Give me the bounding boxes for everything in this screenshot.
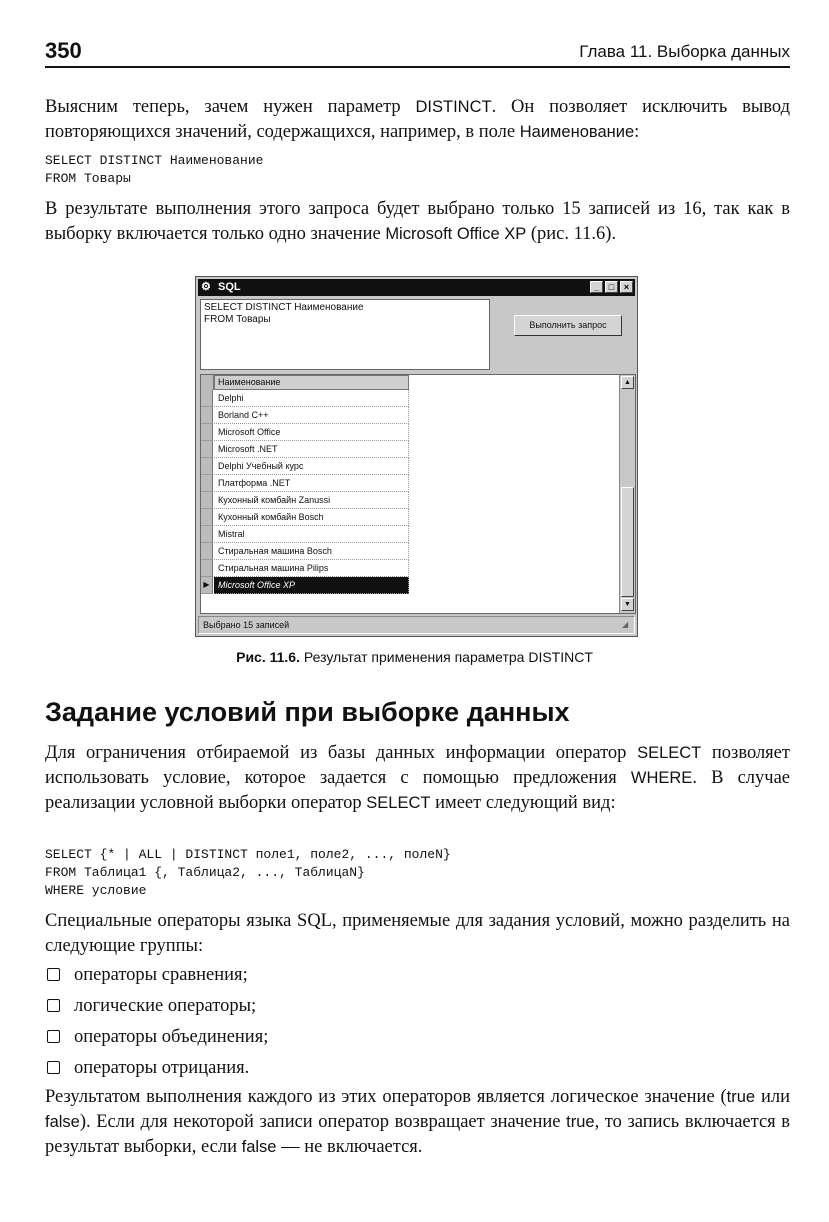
table-cell[interactable]: Delphi	[214, 390, 409, 407]
keyword-name-field: Наименование	[519, 123, 635, 141]
list-item: операторы объединения;	[45, 1025, 790, 1056]
result-paragraph: В результате выполнения этого запроса будет выбрано только 15 записей из 16, так как в выборку включается только одно значение Microsoft Office XP (рис. 11.6).	[45, 199, 790, 244]
table-row[interactable]	[201, 458, 409, 475]
checkbox-bullet-icon	[47, 1030, 60, 1043]
table-row[interactable]	[201, 577, 409, 594]
table-row[interactable]	[201, 543, 409, 560]
grid-header	[201, 375, 409, 390]
row-indicator[interactable]	[201, 475, 213, 492]
table-row[interactable]	[201, 526, 409, 543]
table-row[interactable]	[201, 424, 409, 441]
checkbox-bullet-icon	[47, 1061, 60, 1074]
table-cell[interactable]: Стиральная машина Bosch	[214, 543, 409, 560]
scroll-down-icon[interactable]: ▼	[621, 598, 634, 611]
row-indicator[interactable]	[201, 458, 213, 475]
window-titlebar[interactable]	[198, 279, 635, 296]
table-cell[interactable]: Mistral	[214, 526, 409, 543]
code-example-where: SELECT {* | ALL | DISTINCT поле1, поле2, ..., полеN} FROM Таблица1 {, Таблица2, ..., ТаблицаN} WHERE условие	[45, 847, 451, 898]
keyword-office-xp: Microsoft Office XP	[385, 225, 527, 243]
section-paragraph-1: Для ограничения отбираемой из базы данных информации оператор SELECT позволяет использовать условие, которое задается с помощью предложения WHERE. В случае реализации условной выборки оператор SELECT имеет следующий вид:	[45, 743, 790, 813]
figure-label: Рис. 11.6.	[236, 649, 300, 665]
row-indicator[interactable]	[201, 560, 213, 577]
sql-window	[195, 276, 638, 637]
section-paragraph-3: Результатом выполнения каждого из этих операторов является логическое значение (true или false). Если для некоторой записи оператор возвращает значение true, то запись включается в результат выборки, если false — не включается.	[45, 1087, 790, 1157]
sql-app-icon: ⚙	[201, 281, 211, 293]
scroll-up-icon[interactable]: ▲	[621, 376, 634, 389]
status-text: Выбрано 15 записей	[203, 620, 290, 630]
checkbox-bullet-icon	[47, 968, 60, 981]
figure-caption	[0, 649, 829, 665]
figure-caption-text: Результат применения параметра DISTINCT	[303, 649, 593, 665]
column-header-name[interactable]: Наименование	[214, 375, 409, 390]
table-cell[interactable]: Стиральная машина Pilips	[214, 560, 409, 577]
row-indicator[interactable]	[201, 407, 213, 424]
table-cell[interactable]: Microsoft Office	[214, 424, 409, 441]
minimize-icon[interactable]: _	[590, 281, 603, 293]
table-cell[interactable]: Borland C++	[214, 407, 409, 424]
list-item: логические операторы;	[45, 994, 790, 1025]
table-row[interactable]	[201, 407, 409, 424]
row-pointer-icon[interactable]: ▶	[201, 577, 213, 594]
scroll-thumb[interactable]	[621, 487, 634, 597]
checkbox-bullet-icon	[47, 999, 60, 1012]
vertical-scrollbar[interactable]	[619, 375, 635, 613]
close-icon[interactable]: ×	[620, 281, 633, 293]
code-example-distinct: SELECT DISTINCT Наименование FROM Товары	[45, 153, 264, 186]
row-indicator[interactable]	[201, 390, 213, 407]
table-row[interactable]	[201, 509, 409, 526]
run-query-button[interactable]: Выполнить запрос	[514, 315, 622, 336]
table-cell[interactable]: Кухонный комбайн Zanussi	[214, 492, 409, 509]
table-row[interactable]	[201, 441, 409, 458]
section-title: Задание условий при выборке данных	[45, 697, 570, 727]
results-grid[interactable]	[200, 374, 636, 614]
table-row[interactable]	[201, 390, 409, 407]
table-cell[interactable]: Microsoft Office XP	[214, 577, 409, 594]
list-item: операторы отрицания.	[45, 1056, 790, 1087]
table-cell[interactable]: Платформа .NET	[214, 475, 409, 492]
operator-groups-list	[45, 963, 790, 1087]
table-row[interactable]	[201, 492, 409, 509]
table-row[interactable]	[201, 475, 409, 492]
table-cell[interactable]: Кухонный комбайн Bosch	[214, 509, 409, 526]
sql-query-editor[interactable]: SELECT DISTINCT Наименование FROM Товары	[200, 299, 490, 370]
row-indicator[interactable]	[201, 492, 213, 509]
row-indicator[interactable]	[201, 543, 213, 560]
row-indicator[interactable]	[201, 441, 213, 458]
resize-grip-icon[interactable]: ◢	[622, 620, 629, 629]
table-cell[interactable]: Microsoft .NET	[214, 441, 409, 458]
page-header	[45, 38, 790, 68]
page-number: 350	[45, 38, 82, 63]
row-indicator[interactable]	[201, 509, 213, 526]
intro-paragraph: Выясним теперь, зачем нужен параметр DISTINCT. Он позволяет исключить вывод повторяющихся значений, содержащихся, например, в поле Наименование:	[45, 97, 790, 142]
window-title: SQL	[218, 281, 241, 293]
table-cell[interactable]: Delphi Учебный курс	[214, 458, 409, 475]
maximize-icon[interactable]: □	[605, 281, 618, 293]
keyword-distinct: DISTINCT	[415, 98, 492, 116]
list-item: операторы сравнения;	[45, 963, 790, 994]
table-row[interactable]	[201, 560, 409, 577]
section-paragraph-2: Специальные операторы языка SQL, применяемые для задания условий, можно разделить на следующие группы:	[45, 911, 790, 956]
status-bar	[198, 616, 635, 634]
row-indicator[interactable]	[201, 526, 213, 543]
running-title: Глава 11. Выборка данных	[579, 42, 790, 61]
row-indicator-header	[201, 375, 214, 390]
row-indicator[interactable]	[201, 424, 213, 441]
